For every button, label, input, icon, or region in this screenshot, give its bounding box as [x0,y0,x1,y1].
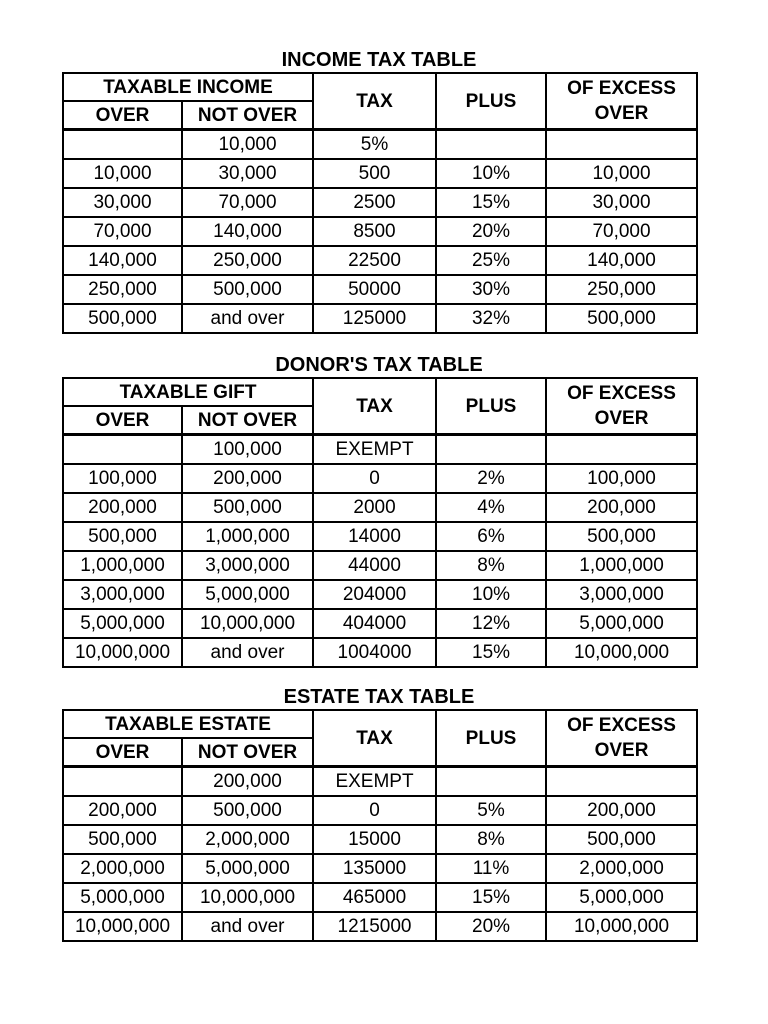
table-row [63,580,697,609]
tax-cell: EXEMPT [313,435,436,465]
tax-cell: 135000 [313,854,436,883]
excess-header-line1: OF EXCESS [567,383,676,404]
group-header: TAXABLE INCOME [63,73,313,101]
tax-table [62,377,698,668]
tax-cell: 22500 [313,246,436,275]
plus-cell: 8% [436,551,546,580]
not-over-cell: and over [182,638,313,667]
table-row [63,854,697,883]
excess-header [546,378,697,435]
not-over-cell: 500,000 [182,796,313,825]
tax-cell: 404000 [313,609,436,638]
over-cell [63,130,182,160]
over-cell: 200,000 [63,493,182,522]
over-header: OVER [63,406,182,435]
excess-header-line1: OF EXCESS [567,715,676,736]
plus-cell: 12% [436,609,546,638]
table-row [63,522,697,551]
not-over-cell: and over [182,912,313,941]
plus-cell: 30% [436,275,546,304]
table-row [63,551,697,580]
table-row [63,159,697,188]
over-cell: 500,000 [63,304,182,333]
excess-over-cell: 100,000 [546,464,697,493]
not-over-cell: and over [182,304,313,333]
over-cell: 70,000 [63,217,182,246]
excess-over-cell: 10,000,000 [546,638,697,667]
tax-cell: 5% [313,130,436,160]
excess-over-cell [546,435,697,465]
excess-over-cell: 30,000 [546,188,697,217]
tax-table [62,72,698,334]
table-row [63,912,697,941]
over-cell: 30,000 [63,188,182,217]
plus-header: PLUS [436,378,546,435]
plus-cell: 20% [436,912,546,941]
plus-cell: 32% [436,304,546,333]
excess-header-line2: OVER [594,408,649,429]
over-header: OVER [63,738,182,767]
table-row [63,435,697,465]
not-over-header: NOT OVER [182,738,313,767]
excess-over-cell: 5,000,000 [546,883,697,912]
excess-over-cell: 10,000,000 [546,912,697,941]
over-cell: 5,000,000 [63,609,182,638]
tax-cell: 204000 [313,580,436,609]
not-over-cell: 1,000,000 [182,522,313,551]
excess-over-cell: 10,000 [546,159,697,188]
excess-header [546,710,697,767]
group-header: TAXABLE GIFT [63,378,313,406]
over-cell: 250,000 [63,275,182,304]
tax-cell: 0 [313,796,436,825]
not-over-header: NOT OVER [182,406,313,435]
not-over-cell: 100,000 [182,435,313,465]
not-over-cell: 30,000 [182,159,313,188]
excess-over-cell: 200,000 [546,493,697,522]
over-header: OVER [63,101,182,130]
excess-header-line2: OVER [594,740,649,761]
over-cell: 10,000,000 [63,638,182,667]
plus-cell: 2% [436,464,546,493]
over-cell: 500,000 [63,522,182,551]
plus-cell: 11% [436,854,546,883]
plus-header: PLUS [436,710,546,767]
plus-cell: 20% [436,217,546,246]
plus-header: PLUS [436,73,546,130]
table-row [63,638,697,667]
plus-cell: 10% [436,159,546,188]
not-over-cell: 140,000 [182,217,313,246]
header-row [63,73,697,101]
excess-over-cell [546,767,697,797]
plus-cell [436,767,546,797]
tax-cell: 15000 [313,825,436,854]
excess-over-cell [546,130,697,160]
table-title: INCOME TAX TABLE [281,49,477,71]
excess-header-line1: OF EXCESS [567,78,676,99]
excess-over-cell: 200,000 [546,796,697,825]
not-over-cell: 2,000,000 [182,825,313,854]
plus-cell: 10% [436,580,546,609]
excess-over-cell: 5,000,000 [546,609,697,638]
excess-over-cell: 70,000 [546,217,697,246]
tax-cell: 2000 [313,493,436,522]
table-row [63,188,697,217]
excess-over-cell: 500,000 [546,522,697,551]
over-cell: 5,000,000 [63,883,182,912]
over-cell: 140,000 [63,246,182,275]
header-row [63,710,697,738]
tax-header: TAX [313,710,436,767]
table-row [63,796,697,825]
over-cell [63,767,182,797]
not-over-cell: 3,000,000 [182,551,313,580]
tax-cell: EXEMPT [313,767,436,797]
plus-cell: 25% [436,246,546,275]
over-cell: 10,000,000 [63,912,182,941]
not-over-cell: 500,000 [182,493,313,522]
header-row [63,378,697,406]
plus-cell: 5% [436,796,546,825]
excess-over-cell: 250,000 [546,275,697,304]
excess-over-cell: 1,000,000 [546,551,697,580]
plus-cell: 4% [436,493,546,522]
tax-cell: 465000 [313,883,436,912]
over-cell: 100,000 [63,464,182,493]
tax-table [62,709,698,942]
not-over-cell: 5,000,000 [182,854,313,883]
excess-over-cell: 500,000 [546,825,697,854]
tax-cell: 44000 [313,551,436,580]
not-over-cell: 5,000,000 [182,580,313,609]
not-over-cell: 200,000 [182,767,313,797]
tax-cell: 1004000 [313,638,436,667]
table-row [63,217,697,246]
table-row [63,246,697,275]
over-cell: 2,000,000 [63,854,182,883]
table-row [63,130,697,160]
tax-cell: 1215000 [313,912,436,941]
over-cell [63,435,182,465]
over-cell: 1,000,000 [63,551,182,580]
table-title: ESTATE TAX TABLE [283,686,475,708]
table-row [63,825,697,854]
excess-over-cell: 2,000,000 [546,854,697,883]
group-header: TAXABLE ESTATE [63,710,313,738]
over-cell: 10,000 [63,159,182,188]
not-over-cell: 10,000 [182,130,313,160]
tax-cell: 14000 [313,522,436,551]
not-over-cell: 200,000 [182,464,313,493]
over-cell: 3,000,000 [63,580,182,609]
table-row [63,493,697,522]
estate-tax-section [62,685,696,942]
table-title: DONOR'S TAX TABLE [275,354,483,376]
table-row [63,464,697,493]
table-row [63,304,697,333]
not-over-cell: 250,000 [182,246,313,275]
table-row [63,767,697,797]
excess-over-cell: 3,000,000 [546,580,697,609]
excess-over-cell: 140,000 [546,246,697,275]
not-over-cell: 10,000,000 [182,883,313,912]
table-row [63,883,697,912]
tax-cell: 2500 [313,188,436,217]
excess-header [546,73,697,130]
excess-over-cell: 500,000 [546,304,697,333]
tax-cell: 125000 [313,304,436,333]
tax-header: TAX [313,73,436,130]
plus-cell: 8% [436,825,546,854]
table-row [63,275,697,304]
tax-cell: 0 [313,464,436,493]
plus-cell: 6% [436,522,546,551]
table-row [63,609,697,638]
not-over-cell: 70,000 [182,188,313,217]
plus-cell: 15% [436,188,546,217]
over-cell: 500,000 [63,825,182,854]
not-over-header: NOT OVER [182,101,313,130]
tax-cell: 8500 [313,217,436,246]
plus-cell: 15% [436,638,546,667]
over-cell: 200,000 [63,796,182,825]
excess-header-line2: OVER [594,103,649,124]
income-tax-section [62,48,696,334]
plus-cell [436,435,546,465]
plus-cell: 15% [436,883,546,912]
tax-cell: 50000 [313,275,436,304]
tax-header: TAX [313,378,436,435]
tax-cell: 500 [313,159,436,188]
not-over-cell: 10,000,000 [182,609,313,638]
donors-tax-section [62,353,696,668]
plus-cell [436,130,546,160]
not-over-cell: 500,000 [182,275,313,304]
